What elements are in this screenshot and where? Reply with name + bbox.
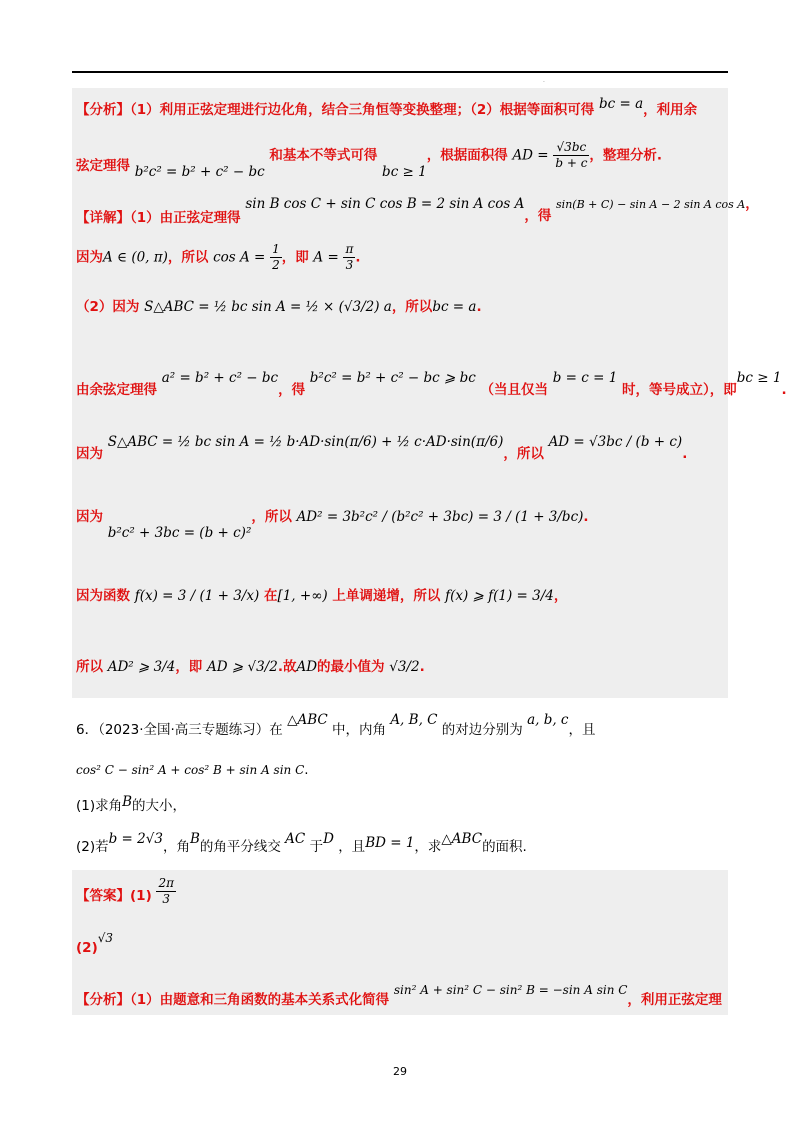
math: a² = b² + c² − bc <box>161 370 279 386</box>
text: ，利用正弦定理 <box>627 992 722 1008</box>
page-number: 29 <box>393 1065 407 1078</box>
text: 因为 <box>76 509 103 525</box>
math: △ABC <box>287 712 328 728</box>
detail-tag: 【详解】 <box>76 210 130 226</box>
problem6-q2 <box>76 831 527 855</box>
header-rule <box>72 71 728 73</box>
math: AD <box>296 659 318 675</box>
text: ，即 <box>281 249 309 266</box>
text: 因为 <box>76 446 103 462</box>
text: ，所以 <box>167 249 209 266</box>
math: sin(B + C) − sin A − 2 sin A cos A <box>556 198 746 211</box>
numerator: 2π <box>158 876 174 890</box>
text: 的角平分线交 <box>199 839 281 855</box>
text: （2）因为 <box>76 299 140 315</box>
answer-line-2 <box>76 930 114 956</box>
math: △ABC <box>441 831 483 847</box>
text: （1）利用正弦定理进行边化角，结合三角恒等变换整理；（2）根据等面积可得 <box>130 102 595 118</box>
numerator: √3bc <box>553 140 589 156</box>
text: (1)求角 <box>76 798 123 814</box>
analysis-line-1 <box>76 98 697 118</box>
text: ，所以 <box>391 299 433 315</box>
math: AD ⩾ √3/2 <box>207 659 278 675</box>
text: . <box>781 382 787 398</box>
math: BD = 1 <box>365 835 415 851</box>
math: sin² A + sin² C − sin² B = −sin A sin C <box>393 983 628 997</box>
text: 的面积. <box>482 839 527 855</box>
math: AD = √3bc / (b + c) <box>548 434 683 450</box>
math: AC <box>285 831 306 847</box>
analysis2-line-1 <box>76 978 722 1008</box>
math: sin B cos C + sin C cos B = 2 sin A cos A <box>245 196 525 212</box>
math: b = c = 1 <box>552 370 618 386</box>
denominator: 3 <box>345 258 354 272</box>
detail-line-4 <box>76 366 787 398</box>
math: B <box>189 831 200 847</box>
math: S△ABC = ½ bc sin A = ½ × (√3/2) a <box>144 299 392 315</box>
math: bc = a <box>599 96 644 112</box>
text: . <box>419 659 425 675</box>
math: D <box>323 831 334 847</box>
math: cos A = <box>213 249 266 266</box>
text: 和基本不等式可得 <box>269 147 378 164</box>
answer-label-2: (2) <box>76 940 98 956</box>
detail-line-5 <box>76 430 688 462</box>
text: ，所以 <box>251 509 292 525</box>
problem6-line-1 <box>76 712 596 738</box>
math: a, b, c <box>527 712 569 728</box>
text: . <box>476 299 482 315</box>
text: ，得 <box>524 208 552 224</box>
math: bc ≥ 1 <box>736 370 782 386</box>
answer-line-1 <box>76 876 176 907</box>
header-dot: · <box>543 79 545 86</box>
math: S△ABC = ½ bc sin A = ½ b·AD·sin(π/6) + ½ c·AD·sin(π/6) <box>107 434 504 450</box>
text: ，且 <box>568 722 596 738</box>
text: .故 <box>277 659 297 675</box>
text: 因为 <box>76 249 103 266</box>
math: f(x) ⩾ f(1) = 3/4 <box>445 588 554 604</box>
math: AD² = 3b²c² / (b²c² + 3bc) = 3 / (1 + 3/bc) <box>296 509 584 525</box>
math: cos² C − sin² A + cos² B + sin A sin C <box>76 763 305 777</box>
detail-line-2 <box>76 242 361 273</box>
text: 于 <box>309 839 324 855</box>
answer-label-1: (1) <box>130 887 152 904</box>
text: （1）由题意和三角函数的基本关系式化简得 <box>130 992 390 1008</box>
text: ，整理分析. <box>589 147 663 164</box>
detail-line-7 <box>76 584 567 604</box>
text: . <box>355 249 361 266</box>
problem6-line-2 <box>76 762 309 778</box>
math: f(x) = 3 / (1 + 3/x) <box>134 588 260 604</box>
text: 的最小值为 <box>317 659 385 675</box>
text: 由余弦定理得 <box>76 382 157 398</box>
text: ，且 <box>338 839 366 855</box>
analysis-tag: 【分析】 <box>76 992 130 1008</box>
text: . <box>304 762 309 778</box>
detail-line-1 <box>76 192 759 226</box>
text: ， <box>745 196 759 212</box>
text: 在 <box>263 588 278 604</box>
text: . <box>583 509 589 525</box>
text: ，利用余 <box>643 102 698 118</box>
answer-tag: 【答案】 <box>76 887 130 904</box>
text: 的对边分别为 <box>441 722 523 738</box>
detail-line-3 <box>76 295 482 315</box>
math: A, B, C <box>390 712 438 728</box>
text: 所以 <box>76 659 103 675</box>
text: 上单调递增，所以 <box>332 588 441 604</box>
text: ，角 <box>162 839 190 855</box>
math: [1, +∞) <box>277 588 328 604</box>
text: ，根据面积得 <box>426 147 508 164</box>
numerator: π <box>345 242 354 256</box>
math: √3 <box>97 931 114 945</box>
denominator: b + c <box>555 156 588 170</box>
math: A ∈ (0, π) <box>103 249 168 266</box>
text: 弦定理得 <box>76 157 130 174</box>
analysis-line-2 <box>76 140 663 180</box>
text: （当且仅当 <box>480 382 549 398</box>
fraction <box>553 140 589 171</box>
math: bc ≥ 1 <box>382 163 427 180</box>
math: b = 2√3 <box>108 831 163 847</box>
text: ，得 <box>278 382 306 398</box>
numerator: 1 <box>272 242 280 256</box>
fraction <box>156 876 176 907</box>
text: 的大小， <box>132 798 187 814</box>
text: ，所以 <box>503 446 544 462</box>
text: 中，内角 <box>332 722 387 738</box>
math: AD = <box>512 147 549 164</box>
text: （1）由正弦定理得 <box>130 210 241 226</box>
text: ， <box>553 588 568 604</box>
math: A = <box>313 249 339 266</box>
text: . <box>682 446 688 462</box>
fraction <box>343 242 355 273</box>
text: ，即 <box>175 659 203 675</box>
fraction <box>270 242 282 273</box>
analysis-tag: 【分析】 <box>76 102 130 118</box>
text: 6．（2023·全国·高三专题练习）在 <box>76 722 283 738</box>
math: √3/2 <box>389 659 420 675</box>
math: b²c² = b² + c² − bc <box>134 163 265 180</box>
math: AD² ⩾ 3/4 <box>107 659 176 675</box>
detail-line-6 <box>76 505 589 541</box>
text: (2)若 <box>76 839 109 855</box>
denominator: 2 <box>272 258 280 272</box>
problem6-q1 <box>76 794 186 814</box>
text: ，求 <box>414 839 442 855</box>
math: b²c² + 3bc = (b + c)² <box>107 525 252 541</box>
math: b²c² = b² + c² − bc ⩾ bc <box>309 370 476 386</box>
text: 时，等号成立），即 <box>622 382 737 398</box>
math: B <box>122 794 133 810</box>
math: bc = a <box>432 299 477 315</box>
denominator: 3 <box>162 892 171 906</box>
detail-line-8 <box>76 655 425 675</box>
text: 因为函数 <box>76 588 130 604</box>
